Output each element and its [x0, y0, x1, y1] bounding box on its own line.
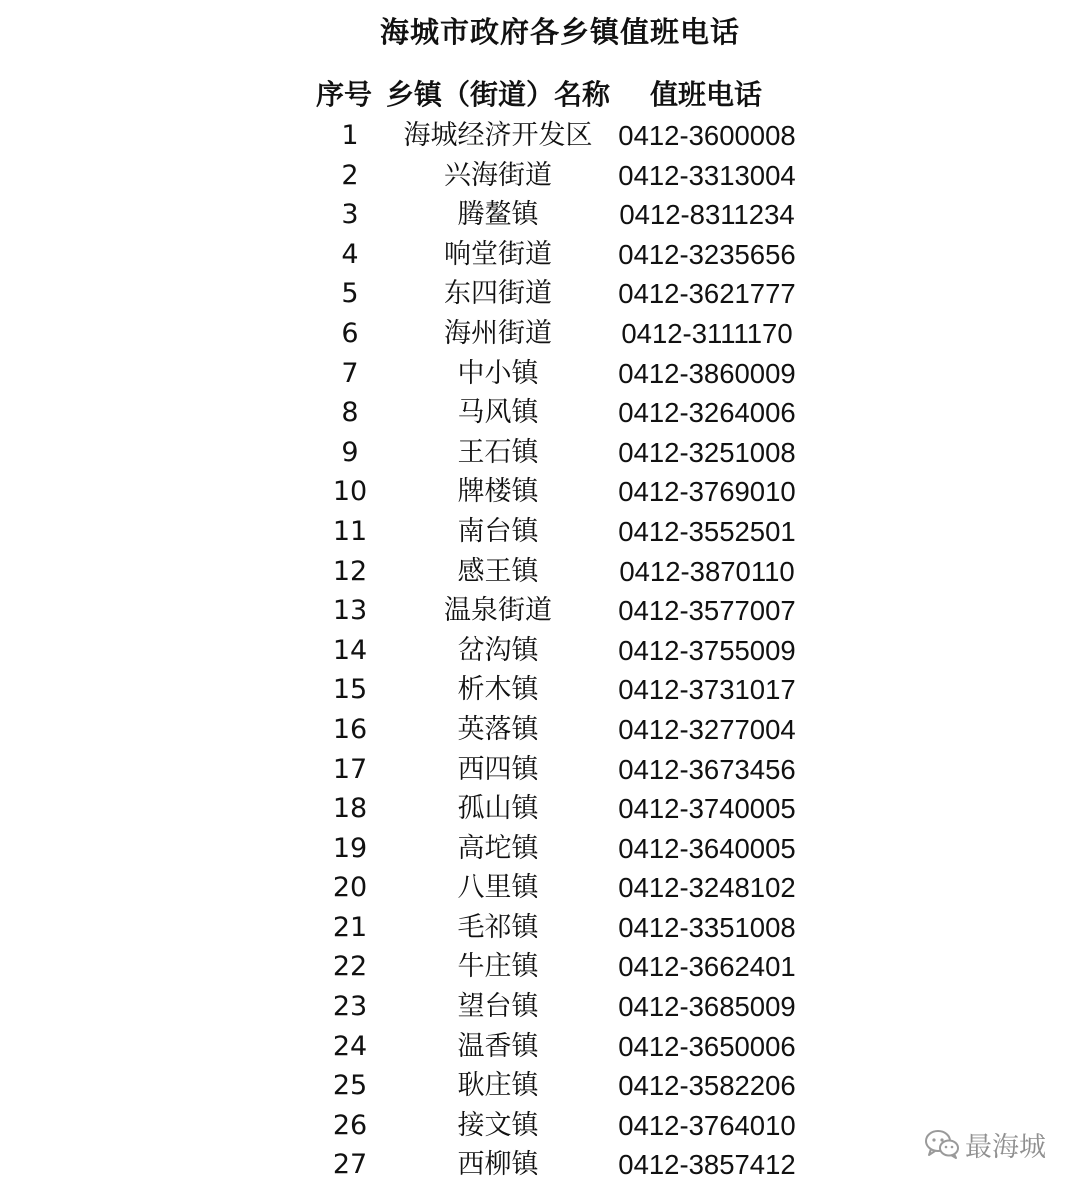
- row-name: 孤山镇: [457, 793, 539, 825]
- row-phone: 0412-3740005: [618, 793, 796, 825]
- row-name: 海城经济开发区: [403, 120, 593, 151]
- row-num: 20: [332, 872, 368, 904]
- watermark-text: 最海城: [965, 1131, 1046, 1163]
- row-name: 高坨镇: [457, 832, 539, 864]
- row-num: 3: [341, 199, 359, 231]
- row-num: 25: [332, 1070, 368, 1102]
- row-name: 牛庄镇: [457, 951, 539, 983]
- row-num: 5: [341, 278, 359, 310]
- row-phone: 0412-3277004: [618, 713, 796, 745]
- table-row: [316, 433, 816, 473]
- row-name: 西柳镇: [457, 1149, 539, 1181]
- row-num: 21: [332, 911, 368, 943]
- duty-phone-table: [316, 72, 816, 1185]
- row-num: 14: [332, 634, 368, 666]
- table-row: [316, 631, 816, 671]
- row-name: 八里镇: [457, 872, 539, 904]
- row-phone: 0412-3351008: [618, 911, 796, 943]
- watermark: [923, 1126, 1046, 1162]
- table-row: [316, 393, 816, 433]
- row-name: 温泉街道: [444, 595, 552, 627]
- table-row: [316, 908, 816, 948]
- table-row: [316, 195, 816, 235]
- row-name: 英落镇: [457, 713, 539, 745]
- row-phone: 0412-3685009: [618, 991, 796, 1023]
- row-name: 南台镇: [457, 515, 539, 547]
- row-num: 6: [341, 317, 359, 349]
- row-num: 18: [332, 793, 368, 825]
- row-phone: 0412-3264006: [618, 397, 796, 429]
- row-phone: 0412-3577007: [618, 595, 796, 627]
- header-phone: 值班电话: [650, 78, 763, 111]
- table-row: [316, 710, 816, 750]
- row-num: 27: [332, 1149, 368, 1181]
- row-num: 1: [341, 120, 359, 151]
- row-num: 8: [341, 397, 359, 429]
- row-num: 4: [341, 238, 359, 270]
- table-row: [316, 274, 816, 314]
- row-name: 毛祁镇: [457, 911, 539, 943]
- row-name: 中小镇: [457, 357, 539, 389]
- row-phone: 0412-3769010: [618, 476, 796, 508]
- header-num: 序号: [316, 78, 373, 111]
- table-row: [316, 591, 816, 631]
- row-num: 15: [332, 674, 368, 706]
- row-num: 12: [332, 555, 368, 587]
- row-phone: 0412-3731017: [618, 674, 796, 706]
- table-row: [316, 829, 816, 869]
- table-row: [316, 1106, 816, 1146]
- row-name: 岔沟镇: [457, 634, 539, 666]
- table-row: [316, 789, 816, 829]
- header-name: 乡镇（街道）名称: [386, 78, 611, 111]
- row-num: 26: [332, 1109, 368, 1141]
- table-body: [316, 116, 816, 1185]
- row-name: 东四街道: [444, 278, 552, 310]
- table-row: [316, 552, 816, 592]
- table-row: [316, 987, 816, 1027]
- table-row: [316, 472, 816, 512]
- row-phone: 0412-3248102: [618, 872, 796, 904]
- row-phone: 0412-3857412: [618, 1149, 796, 1181]
- row-phone: 0412-3640005: [618, 832, 796, 864]
- row-name: 响堂街道: [444, 238, 552, 270]
- table-row: [316, 1066, 816, 1106]
- row-phone: 0412-3662401: [618, 951, 796, 983]
- row-phone: 0412-3870110: [619, 555, 795, 587]
- row-num: 23: [332, 991, 368, 1023]
- table-row: [316, 670, 816, 710]
- page-title: 海城市政府各乡镇值班电话: [379, 15, 740, 49]
- row-phone: 0412-3582206: [618, 1070, 796, 1102]
- row-name: 耿庄镇: [457, 1070, 539, 1102]
- row-name: 析木镇: [457, 674, 539, 706]
- row-phone: 0412-3313004: [618, 159, 796, 191]
- table-row: [316, 1027, 816, 1067]
- wechat-icon: [923, 1128, 961, 1160]
- row-name: 腾鳌镇: [457, 199, 539, 231]
- row-num: 22: [332, 951, 368, 983]
- row-num: 19: [332, 832, 368, 864]
- row-phone: 0412-3251008: [618, 436, 796, 468]
- row-phone: 0412-8311234: [619, 199, 795, 231]
- table-row: [316, 947, 816, 987]
- table-row: [316, 512, 816, 552]
- row-name: 西四镇: [457, 753, 539, 785]
- row-name: 王石镇: [457, 436, 539, 468]
- row-phone: 0412-3755009: [618, 634, 796, 666]
- row-phone: 0412-3111170: [621, 317, 793, 349]
- row-phone: 0412-3235656: [618, 238, 796, 270]
- table-row: [316, 235, 816, 275]
- row-name: 感王镇: [457, 555, 539, 587]
- row-num: 2: [341, 159, 359, 191]
- row-num: 9: [341, 436, 359, 468]
- row-num: 17: [332, 753, 368, 785]
- row-name: 接文镇: [457, 1109, 539, 1141]
- row-phone: 0412-3764010: [618, 1109, 796, 1141]
- row-name: 马风镇: [457, 397, 539, 429]
- table-row: [316, 750, 816, 790]
- row-phone: 0412-3600008: [618, 120, 796, 151]
- row-num: 24: [332, 1030, 368, 1062]
- row-phone: 0412-3552501: [618, 515, 796, 547]
- row-num: 13: [332, 595, 368, 627]
- row-phone: 0412-3650006: [618, 1030, 796, 1062]
- table-row: [316, 116, 816, 156]
- table-row: [316, 1145, 816, 1185]
- row-name: 望台镇: [457, 991, 539, 1023]
- table-header: [316, 72, 816, 116]
- row-name: 海州街道: [444, 317, 552, 349]
- row-name: 温香镇: [457, 1030, 539, 1062]
- row-name: 牌楼镇: [457, 476, 539, 508]
- row-num: 16: [332, 713, 368, 745]
- row-phone: 0412-3673456: [618, 753, 796, 785]
- table-row: [316, 354, 816, 394]
- row-num: 10: [332, 476, 368, 508]
- table-row: [316, 868, 816, 908]
- row-name: 兴海街道: [444, 159, 552, 191]
- table-row: [316, 156, 816, 196]
- row-num: 11: [332, 515, 368, 547]
- table-row: [316, 314, 816, 354]
- row-num: 7: [341, 357, 359, 389]
- row-phone: 0412-3621777: [618, 278, 796, 310]
- row-phone: 0412-3860009: [618, 357, 796, 389]
